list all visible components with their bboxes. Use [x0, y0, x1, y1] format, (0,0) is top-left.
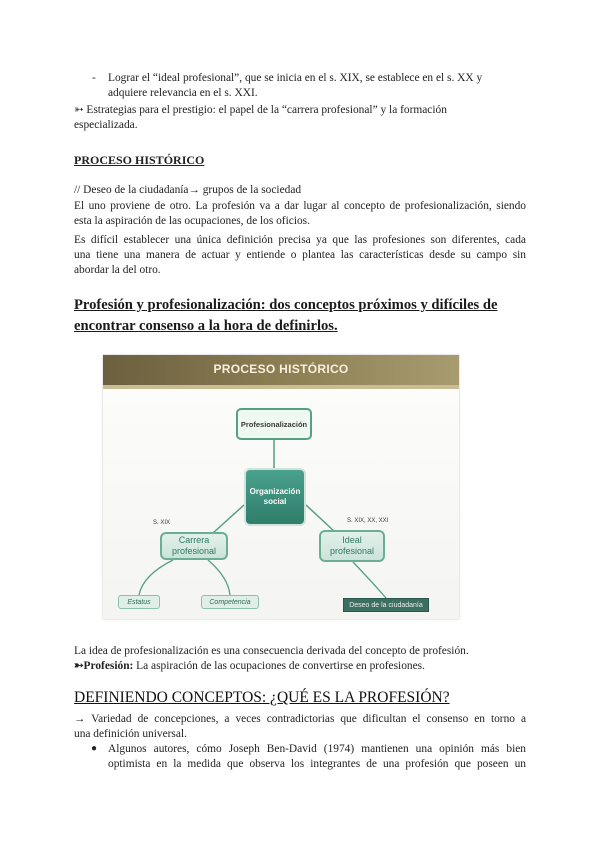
node-ideal-profesional: [319, 530, 385, 562]
text-line: una definición universal.: [74, 728, 187, 740]
text-line: El uno proviene de otro. La profesión va a dar lugar al concepto de profesionalización, siendo: [74, 200, 526, 212]
node-label: [330, 535, 374, 557]
bullet-icon: ●: [91, 743, 98, 754]
text-line: → Variedad de concepciones, a veces contradictorias que dificultan el consenso en torno a: [74, 713, 526, 725]
node-estatus: Estatus: [118, 595, 160, 609]
text-line: La idea de profesionalización es una consecuencia derivada del concepto de profesión.: [74, 645, 469, 657]
text-line: abordar la del otro.: [74, 264, 161, 276]
section-heading: DEFINIENDO CONCEPTOS: ¿QUÉ ES LA PROFESIÓN?: [74, 689, 450, 706]
node-label: [250, 487, 301, 507]
slide-title: PROCESO HISTÓRICO: [213, 362, 349, 376]
text-line: Es difícil establecer una única definición precisa ya que las profesiones son diferentes, cada: [74, 234, 526, 246]
node-label-line: Organización: [249, 487, 301, 496]
label-century-right: S. XIX, XX, XXI: [347, 518, 389, 524]
slide-image: [103, 355, 459, 619]
label-century-left: S. XIX: [153, 520, 171, 526]
connector-line: [353, 562, 386, 598]
connector-line: [208, 560, 230, 595]
subheading: encontrar consenso a la hora de definirlos.: [74, 318, 338, 334]
node-label: [172, 535, 216, 557]
connector-line: [306, 505, 335, 532]
node-carrera-profesional: [160, 532, 228, 560]
text-line: adquiere relevancia en el s. XXI.: [108, 87, 258, 99]
node-label-line: profesional: [171, 546, 217, 556]
node-label-line: profesional: [329, 546, 375, 556]
text-line: una tiene una manera de actuar y entiende o plantea las características desde su campo sin: [74, 249, 526, 261]
node-profesionalizacion: [236, 408, 312, 440]
text-line: // Deseo de la ciudadanía→ grupos de la sociedad: [74, 184, 302, 196]
node-label-line: Carrera: [178, 535, 210, 545]
text-line: especializada.: [74, 119, 138, 131]
node-competencia: Competencia: [201, 595, 259, 609]
subheading: Profesión y profesionalización: dos conceptos próximos y difíciles de: [74, 297, 498, 313]
list-item: Algunos autores, cómo Joseph Ben-David (1974) mantienen una opinión más bien: [108, 743, 526, 755]
text-line: [74, 659, 425, 674]
text-line: Lograr el “ideal profesional”, que se inicia en el s. XIX, se establece en el s. XX y: [108, 72, 483, 84]
node-label-line: social: [263, 497, 287, 506]
section-heading: PROCESO HISTÓRICO: [74, 153, 205, 167]
bold-term: ➳Profesión:: [74, 660, 134, 672]
node-deseo-ciudadania: Deseo de la ciudadanía: [343, 598, 429, 612]
list-dash: -: [92, 72, 96, 84]
text-line: esta la aspiración de las ocupaciones, de los oficios.: [74, 215, 310, 227]
list-item: optimista en la medida que observa los integrantes de una profesión que poseen un: [108, 758, 526, 770]
connector-line: [139, 560, 173, 595]
text-line: ➳ Estrategias para el prestigio: el papel de la “carrera profesional” y la formación: [74, 104, 447, 116]
node-organizacion-social: [244, 468, 306, 526]
node-label-line: Ideal: [342, 535, 362, 545]
definition-text: La aspiración de las ocupaciones de convertirse en profesiones.: [133, 660, 425, 672]
node-label: Profesionalización: [240, 419, 308, 429]
connector-line: [213, 505, 244, 533]
